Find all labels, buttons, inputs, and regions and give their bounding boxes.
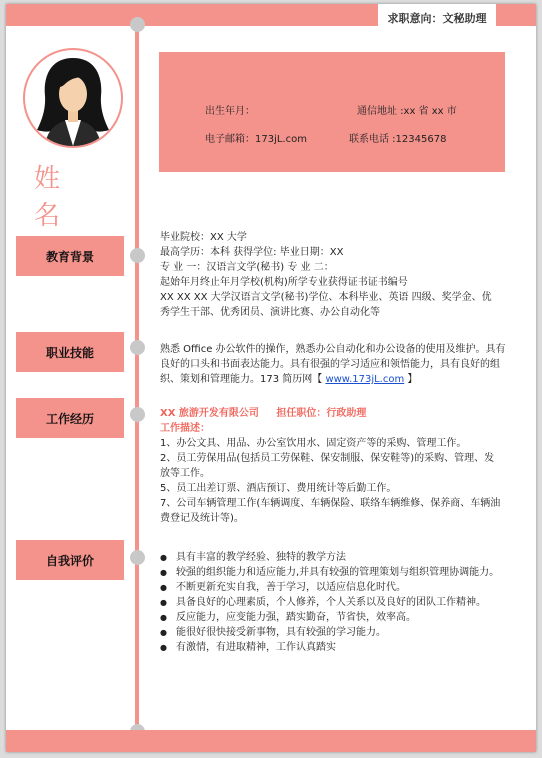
experience-content — [160, 406, 506, 526]
skills-content — [160, 342, 506, 387]
education-line: 起始年月终止年月学校(机构)所学专业获得证书证书编号 — [160, 277, 408, 288]
experience-line: 5、员工出差订票、酒店预订、费用统计等后勤工作。 — [160, 483, 397, 494]
timeline-dot-experience — [130, 407, 145, 422]
experience-heading — [160, 406, 506, 421]
bottom-bar — [6, 730, 536, 752]
experience-line: 费登记及统计等)。 — [160, 513, 244, 524]
education-line: XX XX XX 大学汉语言文学(秘书)学位、本科毕业、英语 四级、奖学金、优 — [160, 292, 492, 303]
timeline-dot-education — [130, 248, 145, 263]
avatar — [23, 48, 123, 148]
section-self-eval: 自我评价 — [16, 540, 124, 580]
self-eval-list — [160, 550, 506, 655]
email: 电子邮箱：173jL.com — [205, 134, 307, 145]
experience-line: 放等工作。 — [160, 468, 210, 479]
birth-date: 出生年月： — [205, 106, 255, 117]
phone: 联系电话 :12345678 — [349, 134, 447, 145]
list-item: ● 有激情，有进取精神，工作认真踏实 — [160, 640, 506, 655]
avatar-woman-icon — [25, 50, 121, 146]
skills-suffix: 】 — [407, 374, 418, 385]
list-item: ● 反应能力，应变能力强，踏实勤奋，节省快，效率高。 — [160, 610, 506, 625]
experience-line: 7、公司车辆管理工作(车辆调度、车辆保险、联络车辆维修、保养商、车辆油 — [160, 498, 501, 509]
timeline-dot-self-eval — [130, 550, 145, 565]
timeline-dot-top — [130, 17, 145, 32]
website-link[interactable]: www.173jL.com — [325, 374, 405, 385]
list-item: ● 较强的组织能力和适应能力,并具有较强的管理策划与组织管理协调能力。 — [160, 565, 506, 580]
company-name: XX 旅游开发有限公司 — [160, 408, 259, 419]
experience-line: 1、办公文具、用品、办公室饮用水、固定资产等的采购、管理工作。 — [160, 438, 467, 449]
position: 担任职位：行政助理 — [276, 408, 367, 419]
education-line: 最高学历：本科 获得学位: 毕业日期：XX — [160, 247, 344, 258]
education-line: 秀学生干部、优秀团员、演讲比赛、办公自动化等 — [160, 307, 380, 318]
timeline-line — [135, 22, 139, 726]
list-item: ● 不断更新充实自我，善于学习，以适应信息化时代。 — [160, 580, 506, 595]
description-title: 工作描述： — [160, 423, 210, 434]
list-item: ● 具备良好的心理素质，个人修养，个人关系以及良好的团队工作精神。 — [160, 595, 506, 610]
education-content — [160, 230, 506, 320]
skills-paragraph — [160, 342, 506, 387]
self-eval-content — [160, 550, 506, 655]
timeline-dot-skills — [130, 340, 145, 355]
info-box — [159, 52, 505, 172]
address: 通信地址 :xx 省 xx 市 — [357, 106, 457, 117]
section-education: 教育背景 — [16, 236, 124, 276]
education-line: 毕业院校：XX 大学 — [160, 232, 247, 243]
education-line: 专 业 一：汉语言文学(秘书) 专 业 二： — [160, 262, 334, 273]
experience-line: 2、员工劳保用品(包括员工劳保鞋、保安制服、保安鞋等)的采购、管理、发 — [160, 453, 495, 464]
list-item: ● 具有丰富的教学经验、独特的教学方法 — [160, 550, 506, 565]
skills-text: 熟悉 Office 办公软件的操作，熟悉办公自动化和办公设备的使用及维护。具有良好的口头和书面表达能力。具有很强的学习适应和领悟能力，具有良好的组织、策划和管理能力。173 简历网【 — [160, 344, 506, 385]
resume-page — [6, 4, 536, 752]
job-intent: 求职意向：文秘助理 — [378, 4, 496, 32]
section-experience: 工作经历 — [16, 398, 124, 438]
candidate-name: 姓 名 — [34, 164, 73, 231]
list-item: ● 能很好很快接受新事物，具有较强的学习能力。 — [160, 625, 506, 640]
section-skills: 职业技能 — [16, 332, 124, 372]
